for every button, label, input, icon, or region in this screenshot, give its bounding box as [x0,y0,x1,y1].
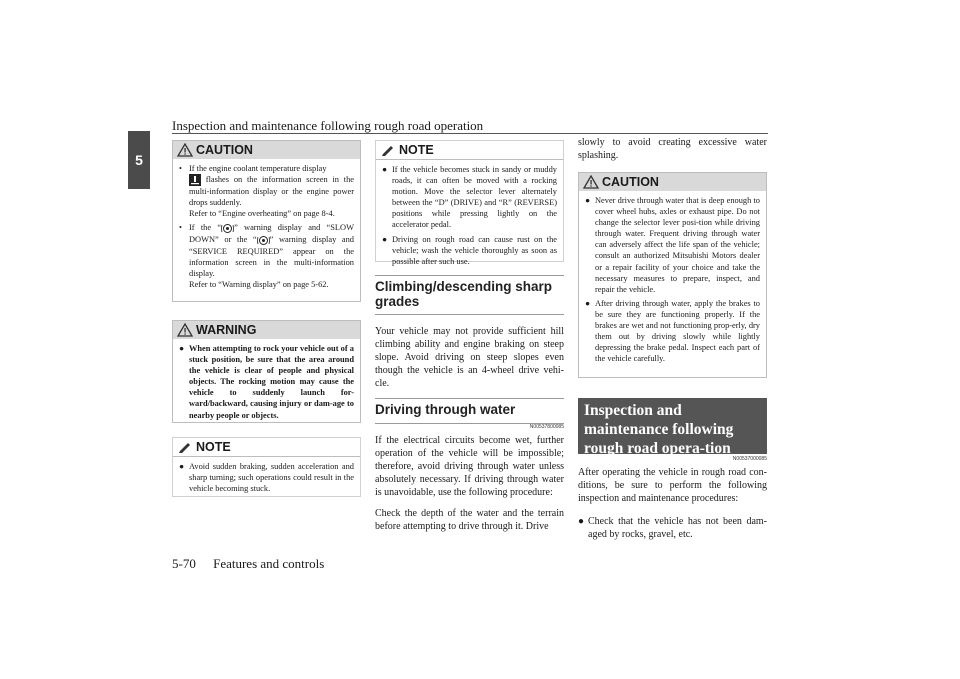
section-title-climbing: Climbing/descending sharp grades [375,275,564,315]
note-pencil-icon [177,440,193,454]
note-item-text-2: Driving on rough road can cause rust on the vehicle; wash the vehicle thoroughly as soon as possible after such use. [392,234,557,266]
caution-item-text-col3-2: After driving through water, apply the brakes to be sure they are functioning properly. If the brakes are wet and not functioning prop-erly, dry them out by driving slowly while lightly depressing the brake pedal. Inspect each part of the vehicle carefully. [595,298,760,364]
note-item: ● Avoid sudden braking, sudden acceleration and sharp turning; such operations could result in the vehicle becoming stuck. [179,462,354,494]
page-header-title: Inspection and maintenance following rough road operation [172,118,484,133]
caution-item-warning-display: • If the “ ” warning display and “SLOW DOWN” or the “ ” warning display and “SERVICE REQUIRED” appear on the information screen in the multi-information display. Refer to “Warning display” on page 5-62. [179,223,355,289]
coolant-temperature-icon [189,174,201,186]
inspection-bullet [578,515,767,541]
caution-item-text: If the engine coolant temperature display [189,164,327,173]
note-text: Avoid sudden braking, sudden acceleration and sharp turning; such operations could result in the vehicle becoming stuck. [189,462,354,494]
warning-triangle-icon [177,323,193,337]
note-item-text: If the vehicle becomes stuck in sandy or muddy roads, it can often be moved with a rocking motion. Move the selector lever alternately between the “D” (DRIVE) and “R” (REVERSE) positions while pressing lightly on the accelerator pedal. [392,165,557,230]
water-paragraph-1: If the electrical circuits become wet, further operation of the vehicle will be impossible; therefore, avoid driving through water unless absolutely necessary. If driving through water is unavoidable, use the following procedure: [375,435,564,498]
water-paragraph-2: Check the depth of the water and the terrain before attempting to drive through it. Drive [375,508,564,532]
caution-item-text-col3: Never drive through water that is deep enough to cover wheel hubs, axles or exhaust pipe. Do not change the selector lever posi-tion while driving through water. Frequent driving through water can adversely affect the life span of the vehicle; consult an authorized Mitsubishi Motors dealer or a repair facility of your choice and take the necessary measures to prepare, inspect, and repair the vehicle. [595,196,760,294]
header-rule [172,133,768,134]
warning-text: When attempting to rock your vehicle out of a stuck position, be sure that the area around the vehicle is clear of people and physical objects. The rocking motion may cause the vehicle to suddenly launch for-ward/backward, causing injury or dam-age to nearby people or objects. [189,344,354,420]
note-item-rust: ● Driving on rough road can cause rust on the vehicle; wash the vehicle thoroughly as soon as possible after such use. [382,234,557,266]
note-header-col2 [376,141,563,160]
note-label-col2: NOTE [399,143,434,157]
caution-item-deep-water: ● Never drive through water that is deep enough to cover wheel hubs, axles or exhaust pipe. Do not change the selector lever posi-tion while driving through water. Frequent driving through water can adversely affect the life span of the vehicle; consult an authorized Mitsubishi Motors dealer or a repair facility of your choice and take the necessary measures to prepare, inspect, and repair the vehicle. [585,196,760,294]
warning-header [173,321,360,339]
section-name: Features and controls [213,556,325,571]
note-header [173,438,360,457]
caution-item-ref-2: Refer to “Warning display” on page 5-62. [189,279,329,289]
warning-box [172,320,361,423]
caution-item-text-cont: flashes on the information screen in the multi-information display or the engine power drops suddenly. [189,175,354,208]
warning-item: ● When attempting to rock your vehicle out of a stuck position, be sure that the area around the vehicle is clear of people and physical objects. The rocking motion may cause the vehicle to suddenly launch for-ward/backward, causing injury or dam-age to nearby people or objects. [179,344,354,420]
caution-box-col3 [578,172,767,378]
caution-header [173,141,360,159]
bullet-dot: ● [578,516,585,527]
gear-warning-icon-2 [257,235,270,246]
caution-box-col1 [172,140,361,302]
caution-item-ref: Refer to “Engine overheating” on page 8-4. [189,209,335,219]
page-footer [172,556,338,572]
section-code-inspection: N00537000085 [732,456,767,462]
caution-header-col3 [579,173,766,191]
gear-warning-icon [221,223,234,234]
note-box-col1 [172,437,361,497]
inspection-bullet-text: Check that the vehicle has not been dam-aged by rocks, gravel, etc. [588,516,767,540]
note-box-col2 [375,140,564,266]
warning-label: WARNING [196,323,257,337]
water-paragraph-cont: slowly to avoid creating excessive water splashing. [578,137,767,161]
section-title-water: Driving through water [375,398,564,424]
section-code-water: N00537800085 [529,424,564,430]
caution-label-col3: CAUTION [602,175,659,189]
climbing-paragraph: Your vehicle may not provide sufficient hill climbing ability and engine braking on steep slope. Avoid driving on steep slopes even though the vehicle is an 4-wheel drive vehi-cle. [375,326,564,389]
caution-label: CAUTION [196,143,253,157]
caution-triangle-icon-col3 [583,175,599,189]
caution-item-text-a: If the “ [189,223,222,233]
caution-item-brakes: ● After driving through water, apply the brakes to be sure they are functioning properly. If the brakes are wet and not functioning prop-erly, dry them out by driving slowly while lightly depressing the brake pedal. Inspect each part of the vehicle carefully. [585,298,760,364]
caution-item-text-b: ” warning display and “SLOW DOWN” or the “ [189,223,355,245]
note-item-stuck: ● If the vehicle becomes stuck in sandy or muddy roads, it can often be moved with a rocking motion. Move the selector lever alternately between the “D” (DRIVE) and “R” (REVERSE) positions while pressing lightly on the accelerator pedal. [382,165,557,230]
inspection-paragraph: After operating the vehicle in rough road con-ditions, be sure to perform the following inspection and maintenance procedures: [578,467,767,504]
chapter-tab: 5 [128,131,150,189]
caution-item-text-c: ” warning display and “SERVICE REQUIRED” appear on the information screen in the multi-information display. [189,235,354,278]
section-title-inspection: Inspection and maintenance following rough road opera-tion [578,398,767,454]
note-label: NOTE [196,440,231,454]
caution-triangle-icon [177,143,193,157]
caution-item-coolant: • If the engine coolant temperature display flashes on the information screen in the multi-information display or the engine power drops suddenly. Refer to “Engine overheating” on page 8-4. [179,164,354,219]
note-pencil-icon-col2 [380,143,396,157]
page-number: 5-70 [172,556,196,571]
